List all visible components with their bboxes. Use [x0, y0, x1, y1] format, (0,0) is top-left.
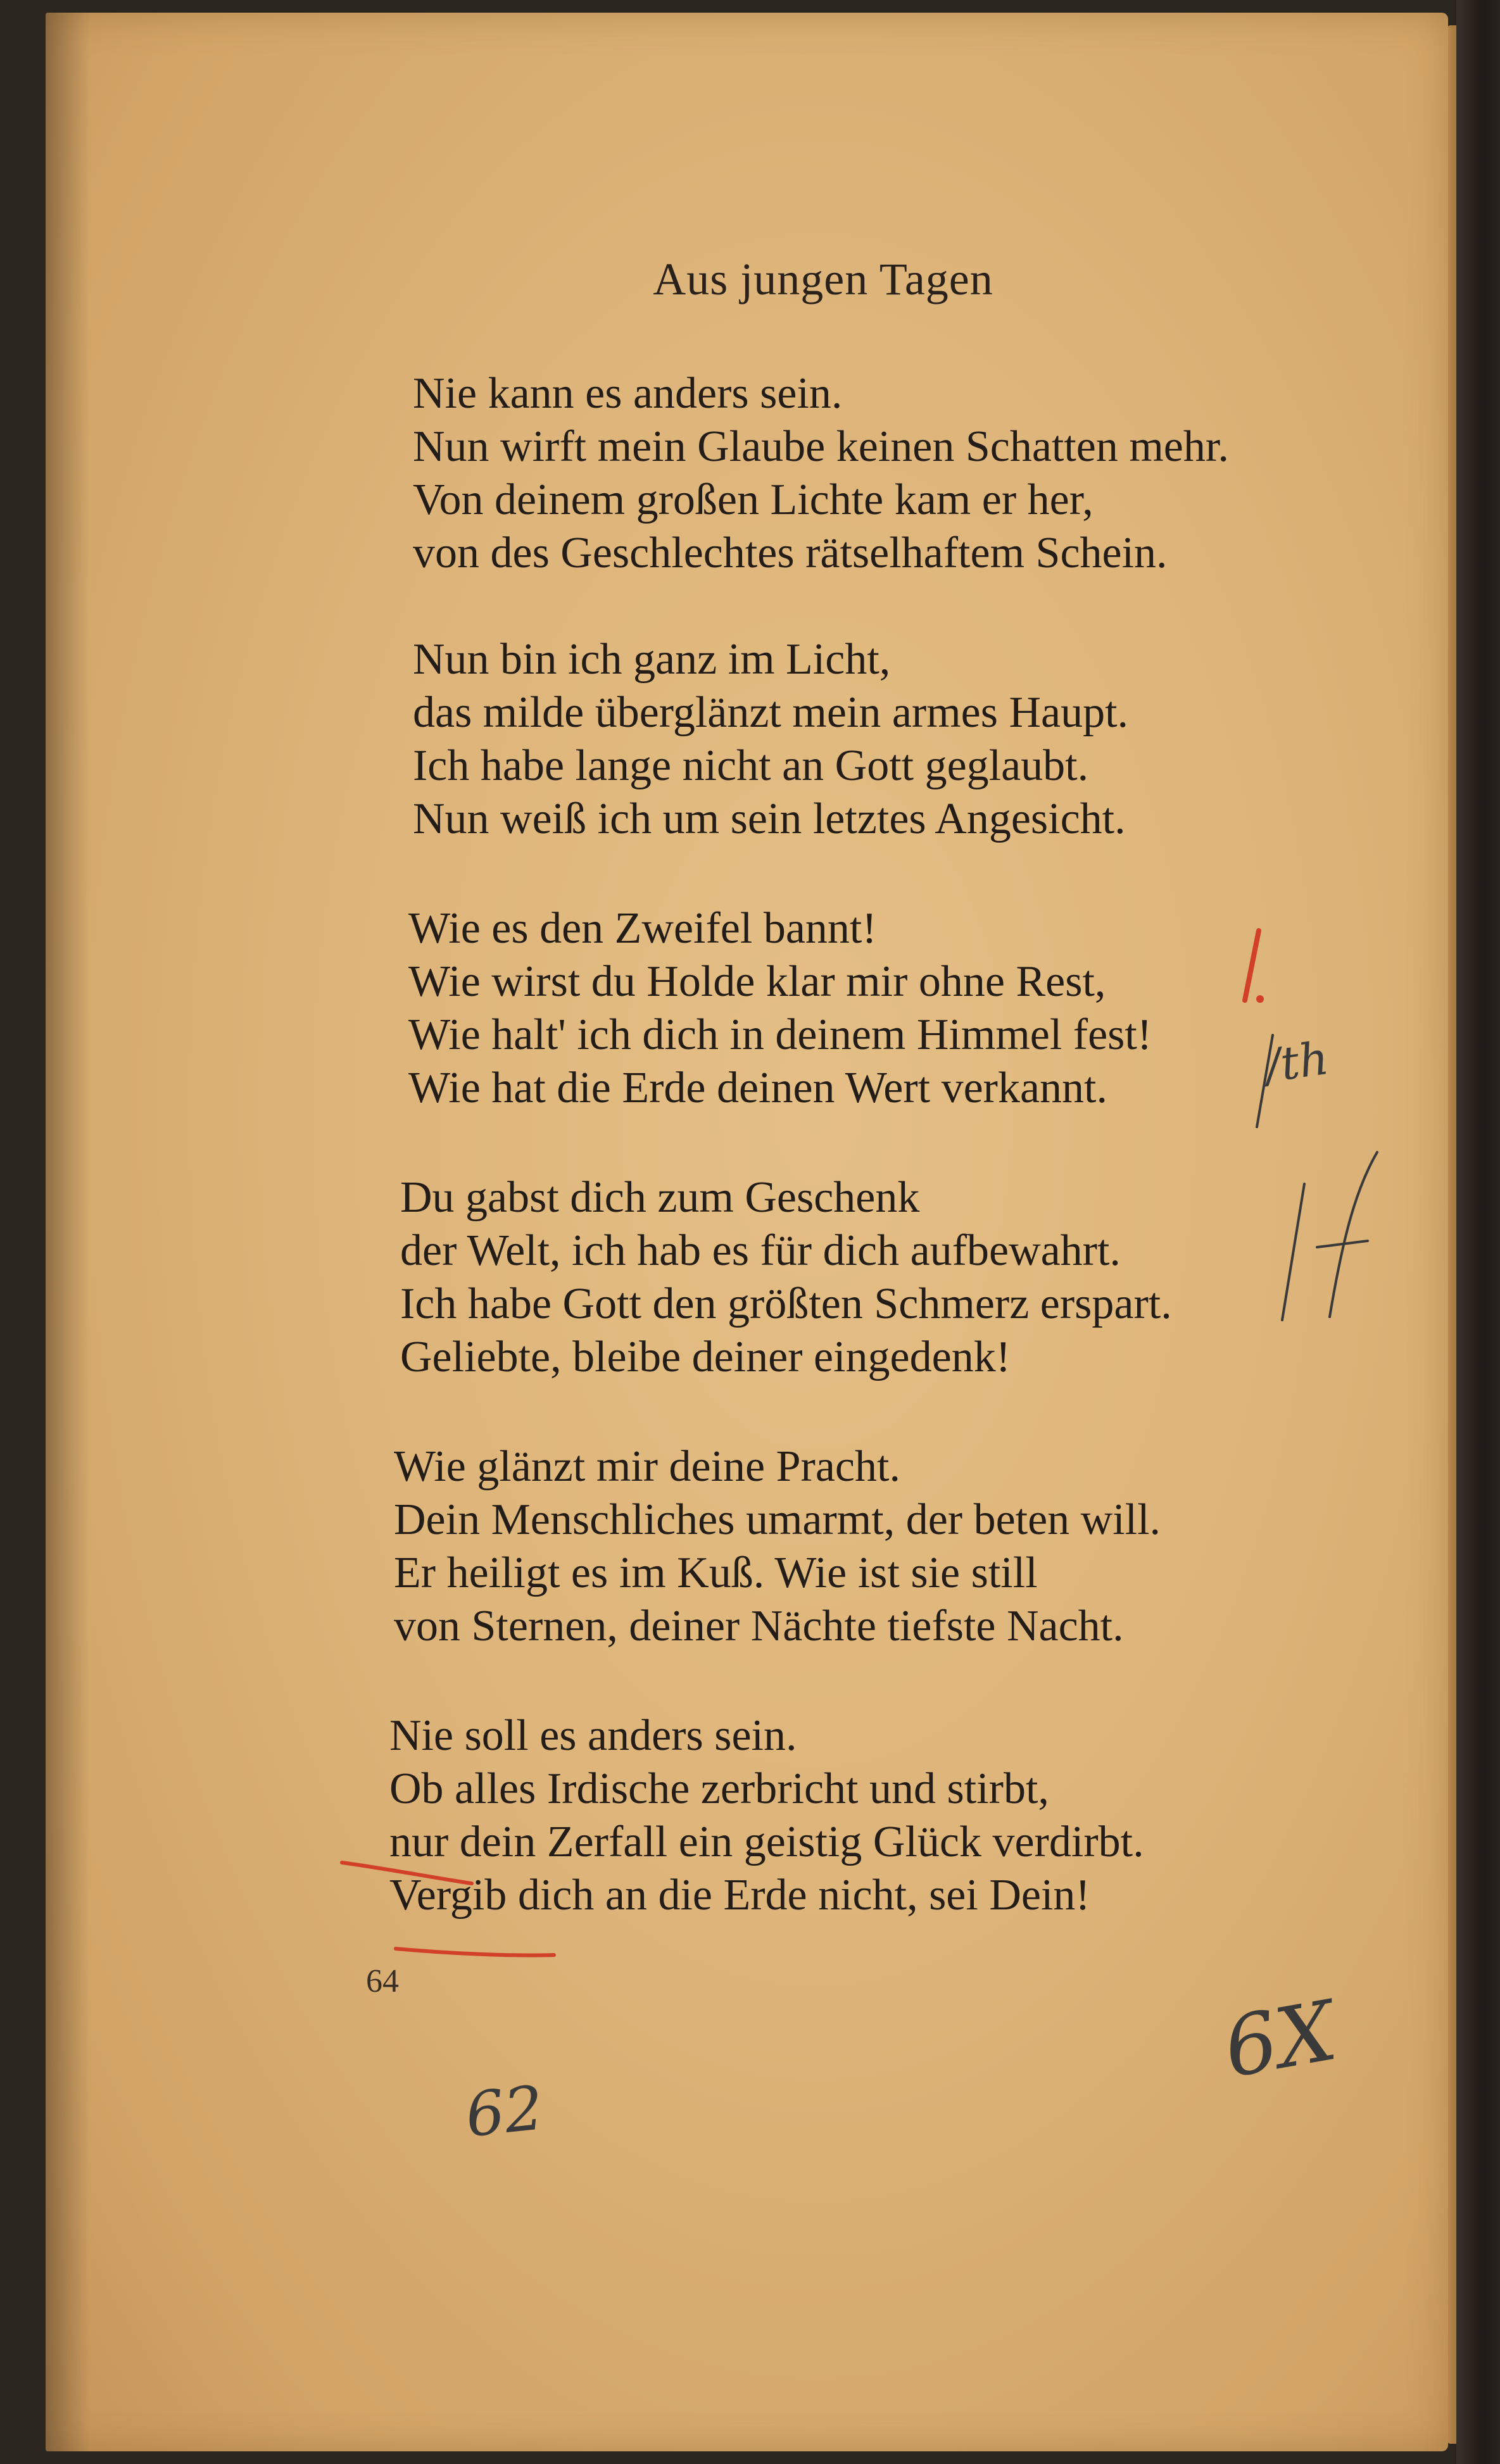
poem-line: nur dein Zerfall ein geistig Glück verdirbt. [389, 1818, 1144, 1866]
margin-note-bottom-right: 6X [1216, 1982, 1343, 2097]
poem-line: Nun bin ich ganz im Licht, [413, 635, 891, 684]
poem-line: Ich habe Gott den größten Schmerz erspart. [400, 1279, 1172, 1328]
margin-note-3: If [1279, 1299, 1284, 1306]
poem-line: der Welt, ich hab es für dich aufbewahrt. [400, 1226, 1121, 1275]
poem-line: Nie soll es anders sein. [389, 1711, 797, 1760]
margin-note-2: /th [1262, 1031, 1332, 1093]
poem-line: Dein Menschliches umarmt, der beten will. [394, 1495, 1161, 1544]
red-pencil-stroke [1245, 931, 1259, 1000]
poem-line: Ob alles Irdische zerbricht und stirbt, [389, 1764, 1049, 1813]
poem-title: Aus jungen Tagen [653, 254, 993, 305]
pencil-stroke [1282, 1184, 1304, 1320]
red-pencil-stroke [342, 1863, 472, 1883]
poem-line: Nun wirft mein Glaube keinen Schatten mehr. [413, 422, 1229, 471]
poem-line: Wie halt' ich dich in deinem Himmel fest! [408, 1010, 1152, 1059]
page-number: 64 [366, 1963, 399, 1999]
poem-line: Wie es den Zweifel bannt! [408, 904, 877, 953]
poem-line: Von deinem großen Lichte kam er her, [413, 475, 1093, 524]
poem-line: Nun weiß ich um sein letztes Angesicht. [413, 795, 1126, 843]
poem-line: Du gabst dich zum Geschenk [400, 1173, 920, 1222]
red-pencil-dot [1256, 995, 1264, 1003]
red-pencil-stroke [396, 1949, 554, 1955]
poem-line: Wie wirst du Holde klar mir ohne Rest, [408, 957, 1106, 1006]
poem-line: Geliebte, bleibe deiner eingedenk! [400, 1333, 1011, 1381]
margin-note-bottom-left: 62 [462, 2072, 547, 2151]
poem-line: Vergib dich an die Erde nicht, sei Dein! [389, 1871, 1090, 1920]
poem-line: Er heiligt es im Kuß. Wie ist sie still [394, 1549, 1038, 1597]
poem-line: Nie kann es anders sein. [413, 369, 843, 418]
poem-line: von des Geschlechtes rätselhaftem Schein. [413, 529, 1168, 577]
pencil-stroke [1317, 1152, 1377, 1317]
poem-line: Wie glänzt mir deine Pracht. [394, 1442, 900, 1491]
margin-note-1: 1. [1251, 989, 1257, 996]
poem-line: Ich habe lange nicht an Gott geglaubt. [413, 741, 1089, 790]
poem-line: Wie hat die Erde deinen Wert verkannt. [408, 1064, 1107, 1112]
poem-line: das milde überglänzt mein armes Haupt. [413, 688, 1129, 737]
poem-line: von Sternen, deiner Nächte tiefste Nacht. [394, 1602, 1124, 1650]
